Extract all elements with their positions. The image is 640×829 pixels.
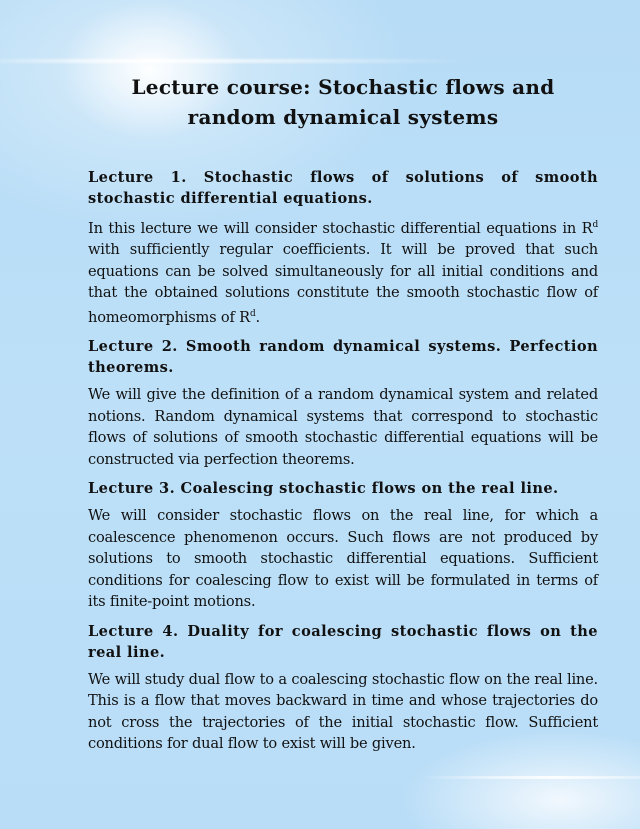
lecture-description: We will study dual flow to a coalescing stochastic flow on the real line. This is a flow that moves backward in time and whose trajectories do not cross the trajectories of the initial stochastic flow. Sufficient conditions for dual flow to exist will be given. (88, 670, 598, 753)
light-flare (420, 776, 640, 779)
lecture-list (88, 167, 598, 763)
lecture-description (88, 215, 598, 328)
lecture-description: We will give the definition of a random dynamical system and related notions. Random dynamical systems that correspond to stochastic flows of solutions of smooth stochastic differential equations will be constructed via perfection theorems. (88, 386, 598, 468)
lecture-heading: Lecture 1. Stochastic flows of solutions of smooth stochastic differential equations. (88, 169, 598, 207)
lecture-4 (88, 621, 598, 755)
lecture-2 (88, 336, 598, 470)
light-flare (0, 59, 470, 63)
lecture-1 (88, 167, 598, 328)
title-line: Lecture course: Stochastic flows and (131, 75, 555, 99)
lecture-heading: Lecture 3. Coalescing stochastic flows on the real line. (88, 480, 559, 498)
superscript: d (592, 220, 598, 230)
text: with sufficiently regular coefficients. It will be proved that such equations can be solved simultaneously for all initial conditions and that the obtained solutions constitute the smooth stochastic flow of homeomorphisms of R (88, 241, 598, 326)
lecture-3 (88, 478, 598, 613)
text: In this lecture we will consider stochastic differential equations in R (88, 219, 593, 237)
page-title (88, 72, 598, 132)
lecture-heading: Lecture 2. Smooth random dynamical systems. Perfection theorems. (88, 338, 598, 377)
text: . (255, 308, 260, 326)
superscript: d (249, 308, 256, 319)
title-line: random dynamical systems (187, 105, 499, 129)
lecture-description: We will consider stochastic flows on the real line, for which a coalescence phenomenon occurs. Such flows are not produced by solutions to smooth stochastic differential equations. Sufficient conditions for coalescing flow to exist will be formulated in terms of its finite-point motions. (88, 507, 598, 611)
lecture-heading: Lecture 4. Duality for coalescing stochastic flows on the real line. (88, 622, 598, 661)
